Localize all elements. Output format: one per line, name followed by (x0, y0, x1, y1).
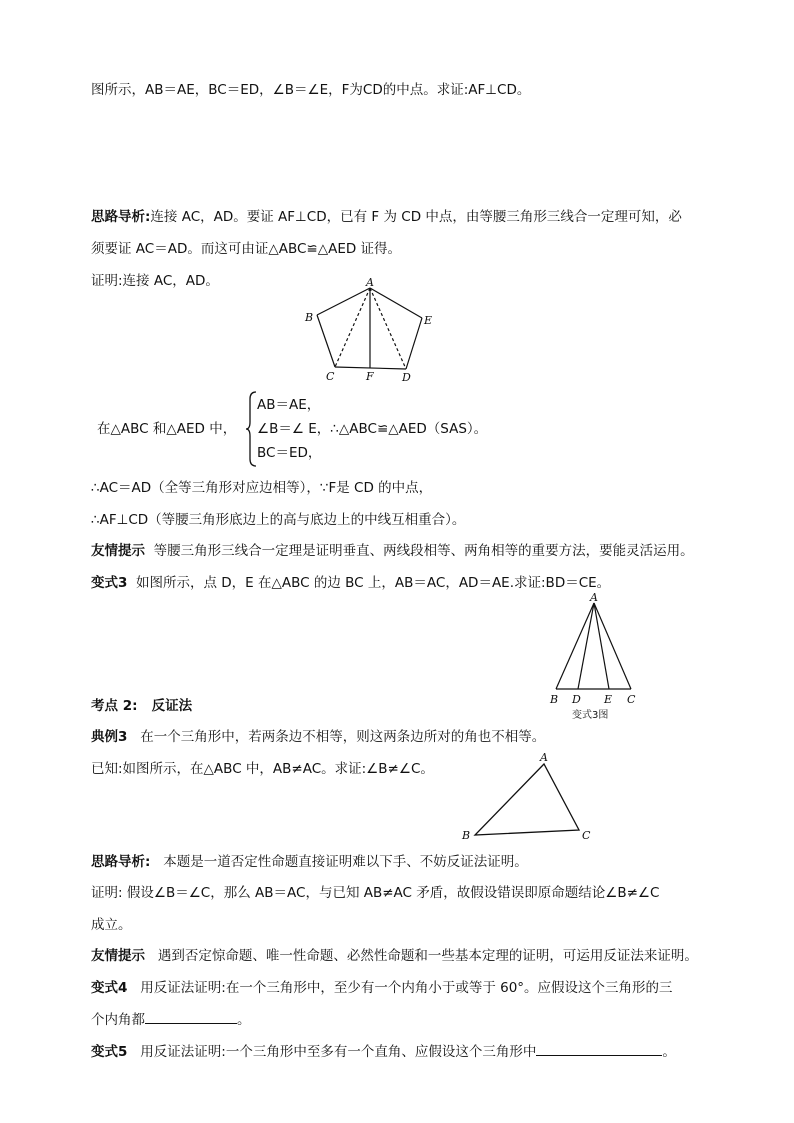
therefore-line-1: ∴AC＝AD（全等三角形对应边相等），∵F是 CD 的中点， (91, 480, 433, 496)
system-conclusion: ∴△ABC≌△AED（SAS）。 (330, 421, 488, 437)
tip-2 (91, 947, 698, 965)
variant-4-text: 用反证法证明:在一个三角形中，至少有一个内角小于或等于 60°。应假设这个三角形的三 (140, 980, 673, 996)
variant-3-label-b: B (550, 693, 559, 706)
triangle-label-c: C (582, 829, 591, 842)
proof-2-line-1: 证明: 假设∠B＝∠C，那么 AB＝AC，与已知 AB≠AC 矛盾，故假设错误即原命题结论∠B≠∠C (91, 885, 660, 901)
variant-4-line-2-before: 个内角都 (91, 1012, 145, 1028)
variant-5-label: 变式5 (91, 1044, 128, 1060)
variant-4-label: 变式4 (91, 980, 128, 996)
variant-4-line-2 (91, 1010, 251, 1029)
section-2-heading (91, 697, 192, 715)
pentagon-label-c: C (326, 370, 335, 383)
proof-1-intro: 证明:连接 AC，AD。 (91, 273, 219, 289)
analysis-1-line-2: 须要证 AC＝AD。而这可由证△ABC≌△AED 证得。 (91, 241, 402, 257)
example-3-label: 典例3 (91, 729, 128, 745)
triangle-label-a: A (540, 751, 548, 764)
variant-3-label: 变式3 (91, 575, 128, 591)
tip-1-label: 友情提示 (91, 543, 145, 559)
variant-3-label-e: E (604, 693, 613, 706)
example-3 (91, 728, 545, 746)
proof-2-line-2: 成立。 (91, 917, 132, 933)
pentagon-label-d: D (402, 371, 411, 384)
example-3-text: 在一个三角形中，若两条边不相等，则这两条边所对的角也不相等。 (140, 729, 546, 745)
pentagon-label-a: A (366, 278, 374, 289)
system-prefix: 在△ABC 和△AED 中， (97, 421, 237, 437)
pentagon-label-e: E (424, 314, 433, 327)
intro-text: 图所示，AB＝AE，BC＝ED，∠B＝∠E，F为CD的中点。求证:AF⊥CD。 (91, 82, 531, 98)
analysis-label: 思路导析: (91, 209, 151, 225)
variant-5 (91, 1042, 676, 1061)
variant-3 (91, 574, 610, 592)
system-row-1: AB＝AE， (257, 397, 321, 413)
variant-3-figure (544, 591, 654, 721)
variant-4-line-1 (91, 979, 673, 997)
tip-1 (91, 542, 694, 560)
system-row-3: BC＝ED， (257, 445, 322, 461)
given-text: 已知:如图所示，在△ABC 中，AB≠AC。求证:∠B≠∠C。 (91, 761, 434, 777)
section-2-label: 考点 2: (91, 698, 138, 714)
therefore-line-2: ∴AF⊥CD（等腰三角形底边上的高与底边上的中线互相重合）。 (91, 512, 466, 528)
tip-2-label: 友情提示 (91, 948, 145, 964)
analysis-2-label: 思路导析: (91, 854, 151, 870)
section-2-title: 反证法 (151, 698, 193, 714)
tip-2-text: 遇到否定惊命题、唯一性命题、必然性命题和一些基本定理的证明，可运用反证法来证明。 (157, 948, 698, 964)
variant-4-line-2-after: 。 (237, 1012, 251, 1028)
variant-3-text: 如图所示，点 D，E 在△ABC 的边 BC 上，AB＝AC，AD＝AE.求证:BD＝CE。 (136, 575, 611, 591)
analysis-text: 连接 AC，AD。要证 AF⊥CD，已有 F 为 CD 中点，由等腰三角形三线合一定理可知，必 (150, 209, 682, 225)
variant-3-label-d: D (572, 693, 581, 706)
analysis-1-line-1 (91, 208, 682, 226)
tip-1-text: 等腰三角形三线合一定理是证明垂直、两线段相等、两角相等的重要方法，要能灵活运用。 (153, 543, 694, 559)
pentagon-label-f: F (366, 370, 374, 383)
system-row-2-text: ∠B＝∠ E， (257, 421, 331, 437)
triangle-abc-figure (458, 748, 598, 843)
variant-3-label-c: C (627, 693, 636, 706)
pentagon-figure (300, 278, 440, 388)
system-row-2 (257, 420, 487, 438)
pentagon-label-b: B (305, 311, 314, 324)
analysis-2-text: 本题是一道否定性命题直接证明难以下手、不妨反证法证明。 (163, 854, 528, 870)
variant-5-after: 。 (662, 1044, 676, 1060)
variant-5-text: 用反证法证明:一个三角形中至多有一个直角、应假设这个三角形中 (140, 1044, 537, 1060)
variant-5-answer-blank[interactable] (536, 1042, 662, 1056)
analysis-2 (91, 853, 528, 871)
triangle-label-b: B (462, 829, 471, 842)
variant-4-answer-blank[interactable] (145, 1010, 237, 1024)
variant-3-caption: 变式3图 (572, 710, 609, 721)
variant-3-label-a: A (590, 591, 598, 604)
